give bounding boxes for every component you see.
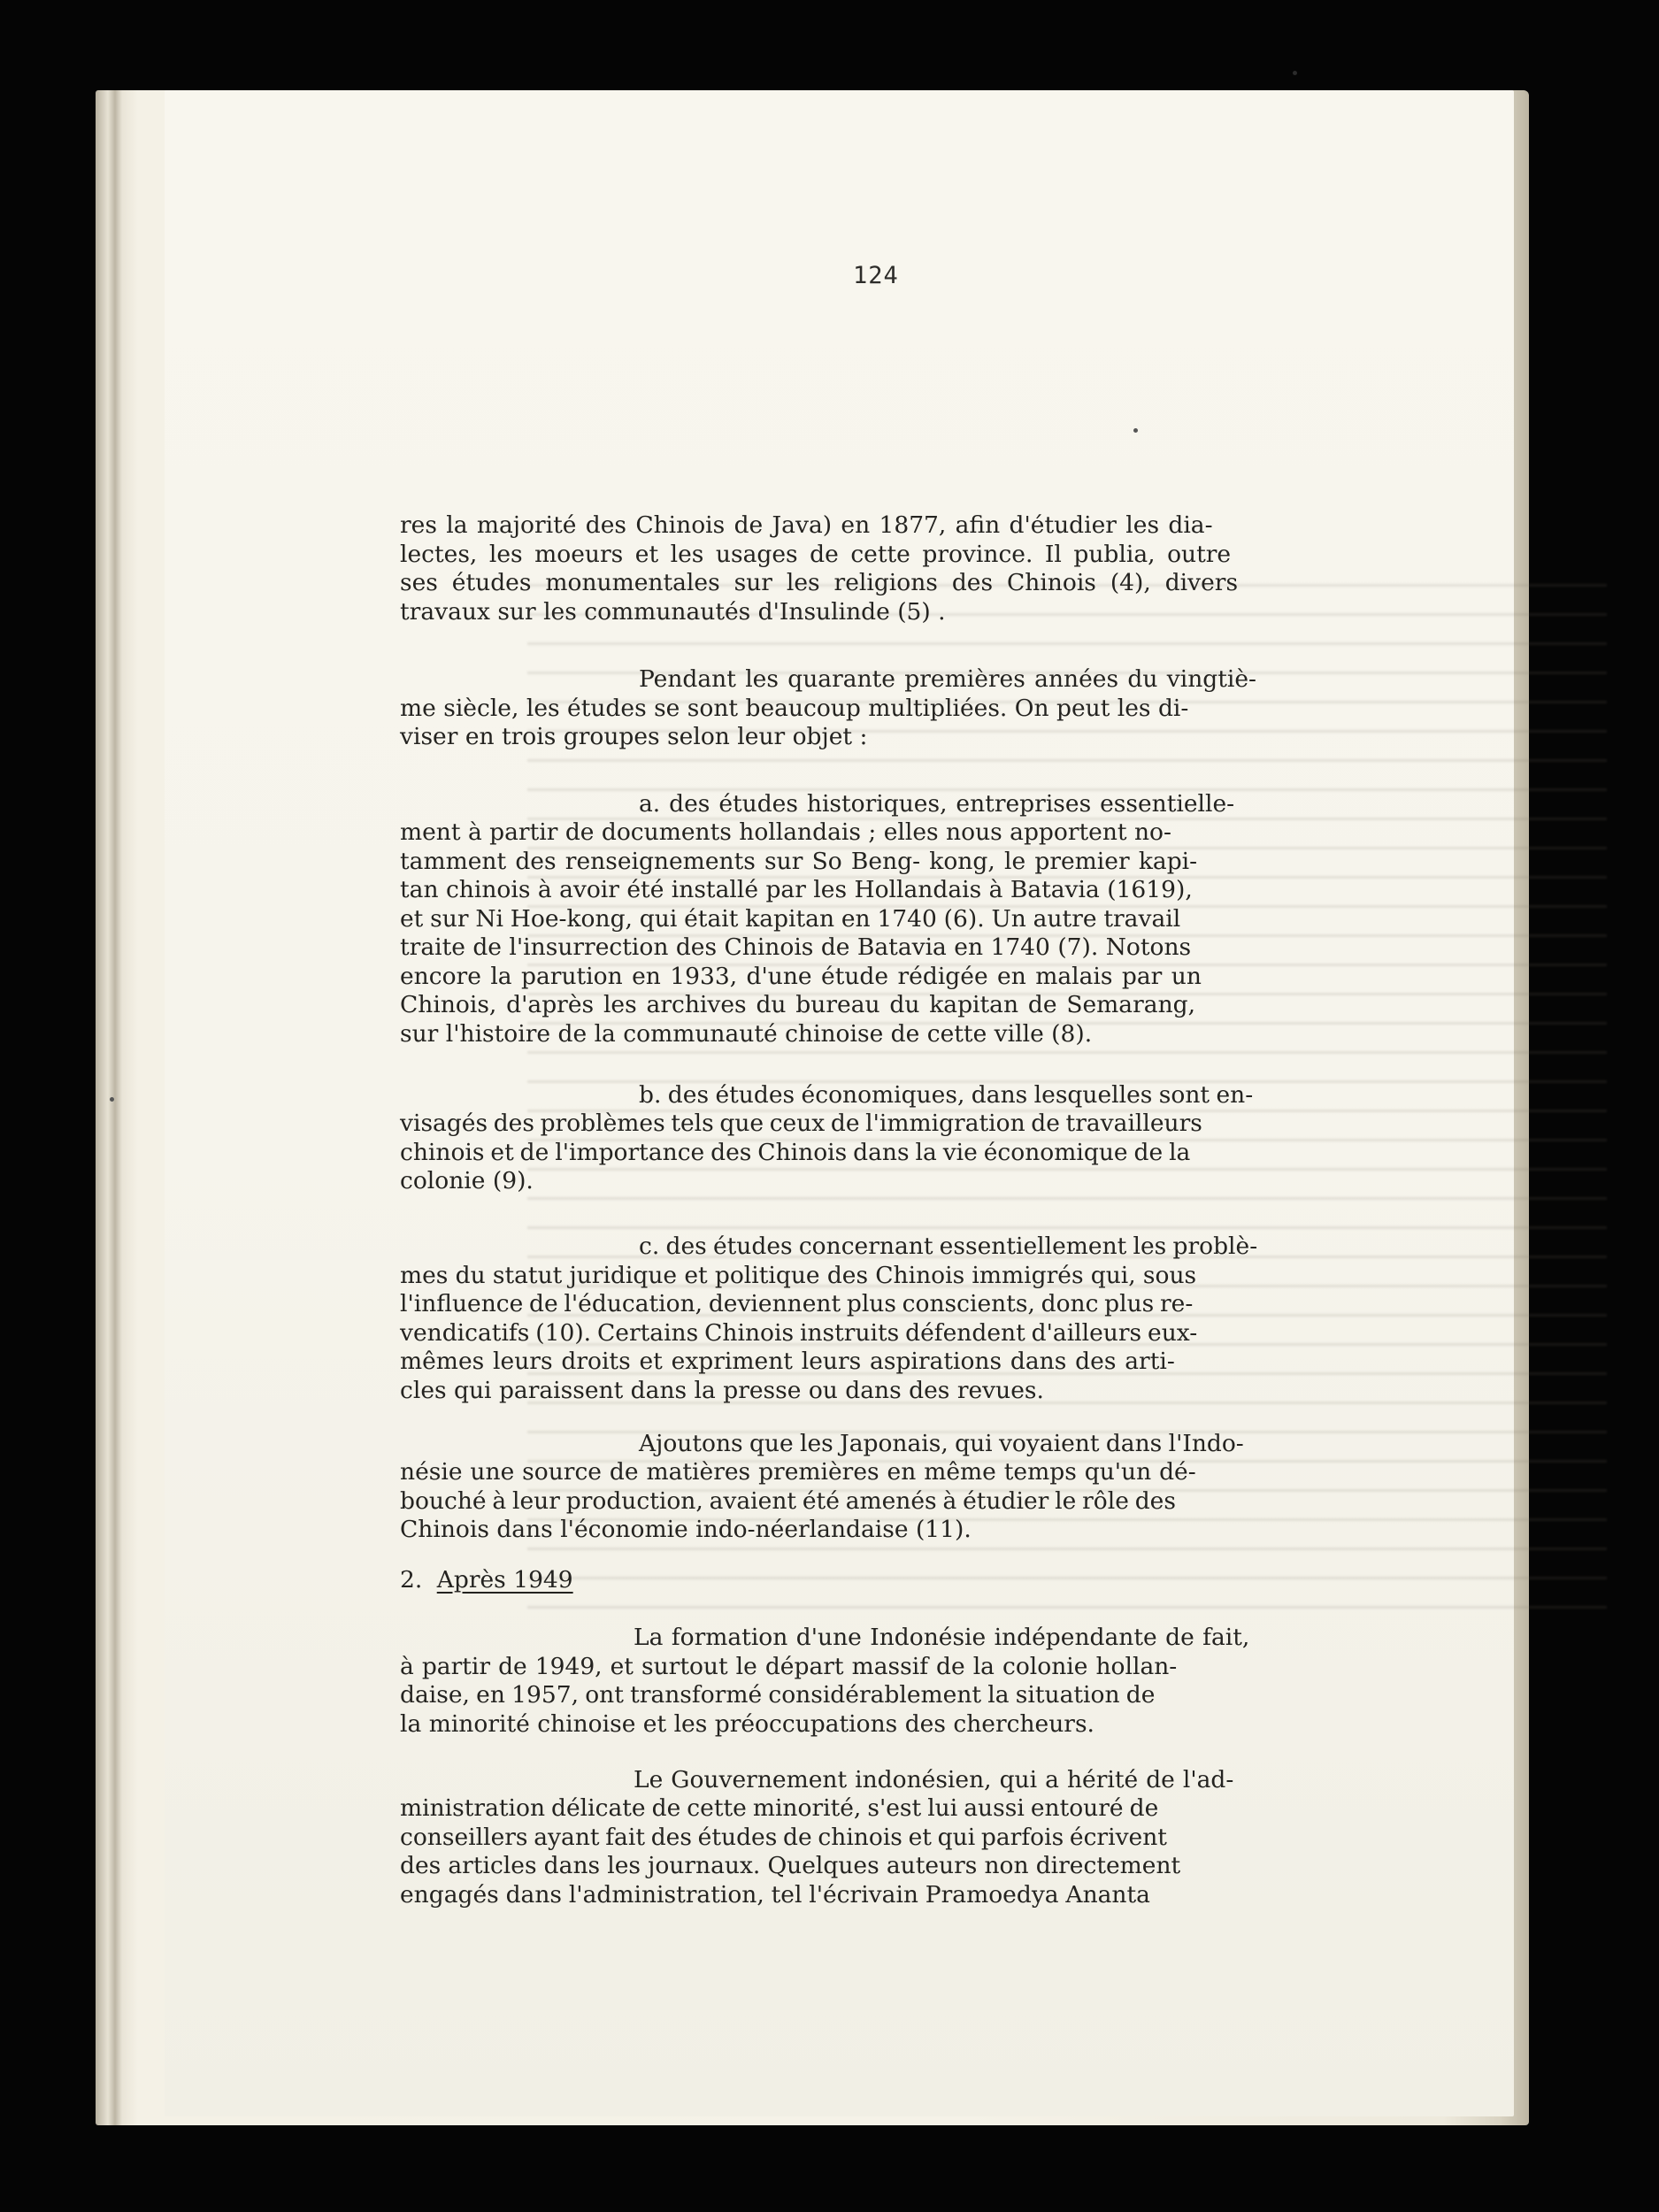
dust-speck xyxy=(110,1097,114,1102)
text-line: ministration délicate de cette minorité, s'est lui aussi entouré de xyxy=(400,1794,1159,1822)
page-number: 124 xyxy=(853,262,899,289)
text-line: Ajoutons que les Japonais, qui voyaient dans l'Indo- xyxy=(639,1430,1244,1457)
text-line: cles qui paraissent dans la presse ou dans des revues. xyxy=(400,1377,1044,1404)
dust-speck xyxy=(1133,428,1138,433)
text-line: vendicatifs (10). Certains Chinois instruits défendent d'ailleurs eux- xyxy=(400,1319,1198,1347)
text-line: des articles dans les journaux. Quelques auteurs non directement xyxy=(400,1852,1181,1879)
text-line: ses études monumentales sur les religions des Chinois (4), divers xyxy=(400,569,1239,596)
text-line: c. des études concernant essentiellement les problè- xyxy=(639,1233,1258,1260)
text-line: res la majorité des Chinois de Java) en 1877, afin d'étudier les dia- xyxy=(400,511,1213,539)
text-line: lectes, les moeurs et les usages de cette province. Il publia, outre xyxy=(400,541,1232,568)
text-line: la minorité chinoise et les préoccupations des chercheurs. xyxy=(400,1710,1094,1738)
section-heading xyxy=(400,1566,573,1594)
text-line: à partir de 1949, et surtout le départ massif de la colonie hollan- xyxy=(400,1653,1178,1680)
section-title: Après 1949 xyxy=(436,1566,573,1594)
text-line: traite de l'insurrection des Chinois de Batavia en 1740 (7). Notons xyxy=(400,933,1192,961)
text-line: La formation d'une Indonésie indépendante de fait, xyxy=(634,1624,1250,1651)
text-line: viser en trois groupes selon leur objet : xyxy=(400,723,868,750)
text-line: chinois et de l'importance des Chinois dans la vie économique de la xyxy=(400,1139,1191,1166)
text-line: conseillers ayant fait des études de chinois et qui parfois écrivent xyxy=(400,1824,1167,1851)
text-line: colonie (9). xyxy=(400,1167,534,1194)
text-line: mes du statut juridique et politique des Chinois immigrés qui, sous xyxy=(400,1262,1197,1289)
text-line: tamment des renseignements sur So Beng- kong, le premier kapi- xyxy=(400,848,1198,875)
text-line: sur l'histoire de la communauté chinoise de cette ville (8). xyxy=(400,1020,1093,1048)
text-line: b. des études économiques, dans lesquelles sont en- xyxy=(639,1081,1254,1109)
text-line: mêmes leurs droits et expriment leurs aspirations dans des arti- xyxy=(400,1348,1175,1375)
text-line: visagés des problèmes tels que ceux de l'immigration de travailleurs xyxy=(400,1110,1202,1137)
text-line: engagés dans l'administration, tel l'écrivain Pramoedya Ananta xyxy=(400,1881,1150,1909)
text-line: bouché à leur production, avaient été amenés à étudier le rôle des xyxy=(400,1487,1176,1515)
text-line: encore la parution en 1933, d'une étude rédigée en malais par un xyxy=(400,963,1202,990)
text-line: Chinois, d'après les archives du bureau du kapitan de Semarang, xyxy=(400,991,1196,1018)
text-line: travaux sur les communautés d'Insulinde (5) . xyxy=(400,598,946,626)
section-number: 2. xyxy=(400,1566,423,1594)
text-line: l'influence de l'éducation, deviennent plus conscients, donc plus re- xyxy=(400,1290,1194,1317)
text-line: daise, en 1957, ont transformé considérablement la situation de xyxy=(400,1681,1156,1709)
text-line: Chinois dans l'économie indo-néerlandaise (11). xyxy=(400,1516,972,1543)
text-line: a. des études historiques, entreprises essentielle- xyxy=(639,790,1235,818)
text-line: tan chinois à avoir été installé par les Hollandais à Batavia (1619), xyxy=(400,876,1193,903)
text-line: et sur Ni Hoe-kong, qui était kapitan en 1740 (6). Un autre travail xyxy=(400,905,1181,933)
text-line: nésie une source de matières premières en même temps qu'un dé- xyxy=(400,1458,1196,1486)
text-line: me siècle, les études se sont beaucoup multipliées. On peut les di- xyxy=(400,695,1189,722)
text-line: ment à partir de documents hollandais ; elles nous apportent no- xyxy=(400,818,1171,846)
text-line: Le Gouvernement indonésien, qui a hérité de l'ad- xyxy=(634,1766,1234,1793)
text-line: Pendant les quarante premières années du vingtiè- xyxy=(639,665,1256,693)
dust-speck xyxy=(1293,71,1297,75)
